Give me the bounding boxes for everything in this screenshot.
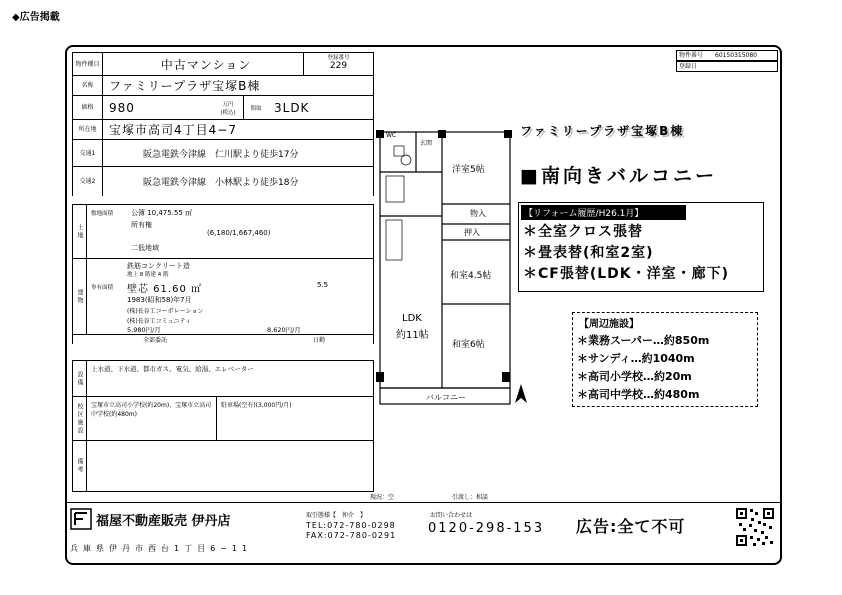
fax-number: FAX:072-780-0291 (306, 531, 397, 540)
reform-heading: 【リフォーム履歴/H26.1月】 (521, 205, 686, 220)
mgmt-mode: 日勤 (313, 337, 326, 344)
tel-number: TEL:072-780-0298 (306, 521, 396, 530)
equipment-section (72, 360, 374, 396)
name-label: 名称 (73, 76, 103, 95)
reg-cell (303, 53, 373, 75)
row-address (72, 119, 374, 139)
reform-item: ＊畳表替(和室2室) (523, 245, 654, 261)
inquiry-label: お問い合わせは (430, 512, 473, 519)
row-price (72, 95, 374, 119)
remarks-label: 備考 (73, 441, 87, 491)
status: 現況：空 (370, 494, 395, 501)
entrance-label: 玄関 (420, 140, 433, 147)
ldk-size: 約11帖 (396, 330, 429, 341)
freedial-number: 0120-298-153 (428, 521, 545, 536)
room3-label: 和室6帖 (452, 340, 485, 350)
traffic2-value: 阪急電鉄今津線 小林駅より徒歩18分 (143, 178, 299, 188)
closet-label: 押入 (464, 228, 480, 237)
builder: (株)長谷工コーポレーション (127, 308, 204, 315)
reform-item: ＊CF張替(LDK・洋室・廊下) (523, 266, 730, 282)
mgmt-row (72, 334, 374, 344)
property-id-box (676, 50, 778, 72)
storage-label: 物入 (470, 209, 486, 218)
nearby-heading: 【周辺施設】 (579, 319, 639, 330)
row-kind (72, 52, 374, 75)
land-area-label: 敷地面積 (91, 211, 114, 217)
property-id-label: 物件番号 (679, 52, 704, 59)
floor-plan (376, 112, 518, 410)
company-logo-icon (70, 508, 92, 530)
property-title: ファミリープラザ宝塚B棟 (520, 124, 685, 138)
updated-row (676, 61, 778, 72)
row-name (72, 75, 374, 95)
ad-restriction: 広告:全て不可 (576, 517, 686, 536)
toilet-label: WC (386, 132, 397, 139)
company-address: 兵庫県伊丹市西台1丁目6−11 (70, 544, 253, 553)
row-traffic2 (72, 166, 374, 196)
schools-value: 宝塚市立高司小学校(約20m)、宝塚市立高司中学校(約480m) (87, 397, 217, 440)
property-type: 中古マンション (160, 57, 252, 72)
building-label: 建物 (73, 259, 87, 334)
building-section (72, 258, 374, 334)
equipment-label: 設備 (73, 361, 87, 396)
layout-label: 間取 (243, 96, 268, 119)
building-floors: 地上 8 階建 4 階 (127, 272, 169, 278)
schools-section (72, 396, 374, 440)
reg-label: 登録番号 (327, 55, 350, 61)
land-section (72, 204, 374, 258)
traffic1-value: 阪急電鉄今津線 仁川駅より徒歩17分 (143, 149, 299, 160)
mgmt-fee: 5,980円/月 (127, 326, 161, 334)
address-value: 宝塚市高司4丁目4−7 (109, 123, 237, 137)
land-ratio: (6,180/1,667,460) (207, 229, 271, 237)
ldk-label: LDK (402, 313, 422, 324)
price-unit: 万円 (222, 101, 234, 108)
ad-notice-label: ◆広告掲載 (12, 12, 60, 23)
land-rights: 所有権 (131, 221, 152, 229)
price-label: 価格 (73, 96, 103, 119)
remarks-section (72, 440, 374, 492)
nearby-item: ＊高司小学校…約20m (577, 370, 692, 383)
row-traffic1 (72, 139, 374, 166)
seller: (株)長谷工コミュニティ (127, 318, 192, 325)
building-structure: 鉄筋コンクリート造 (127, 262, 190, 270)
built-date: 1983(昭和58)年7月 (127, 296, 192, 304)
equipment-value: 上水道、下水道、都市ガス、電気、給湯、エレベーター (91, 365, 254, 373)
reform-item: ＊全室クロス張替 (523, 224, 643, 240)
balcony-area: 5.5 (317, 281, 329, 289)
agent-label: 取引態様【 仲介 】 (306, 512, 367, 519)
room1-label: 洋室5帖 (452, 165, 485, 175)
address-label: 所在地 (73, 120, 103, 139)
company-name: 福屋不動産販売 伊丹店 (96, 514, 231, 529)
land-label: 土地 (73, 205, 87, 258)
nearby-item: ＊高司中学校…約480m (577, 388, 700, 401)
nearby-box (572, 312, 758, 407)
land-area: 公簿 10,475.55 ㎡ (131, 209, 193, 217)
balcony-label: バルコニー (426, 393, 466, 402)
property-name: ファミリープラザ宝塚B棟 (109, 79, 261, 93)
north-arrow-icon (514, 383, 528, 405)
mgmt-type: 全部委託 (143, 337, 168, 344)
reform-box (518, 202, 764, 292)
qr-code-icon (734, 506, 776, 548)
repair-fund: 8,620円/月 (267, 326, 301, 334)
land-zone: 二低地域 (131, 244, 159, 252)
delivery: 引渡し：相談 (452, 494, 489, 501)
building-area: 壁芯 61.60 ㎡ (127, 284, 202, 295)
updated-label: 登録日 (679, 63, 698, 70)
layout-value: 3LDK (274, 100, 310, 115)
room2-label: 和室4.5帖 (450, 271, 492, 281)
traffic2-label: 交通2 (73, 167, 103, 196)
reg-number: 229 (329, 61, 348, 71)
building-area-label: 専有面積 (91, 285, 114, 291)
schools-label: 校区施設 (73, 397, 87, 440)
traffic1-label: 交通1 (73, 140, 103, 166)
price-note: (税込) (220, 109, 236, 116)
price-value: 980 (109, 100, 135, 115)
kind-label: 物件種目 (73, 53, 103, 75)
property-id-row (676, 50, 778, 61)
parking-value: 駐車場(空有)(3,000円/月) (221, 402, 292, 409)
property-id: 60150315080 (715, 52, 757, 59)
headline: ■南向きバルコニー (520, 165, 717, 187)
nearby-item: ＊サンディ…約1040m (577, 352, 695, 365)
nearby-item: ＊業務スーパー…約850m (577, 334, 710, 347)
